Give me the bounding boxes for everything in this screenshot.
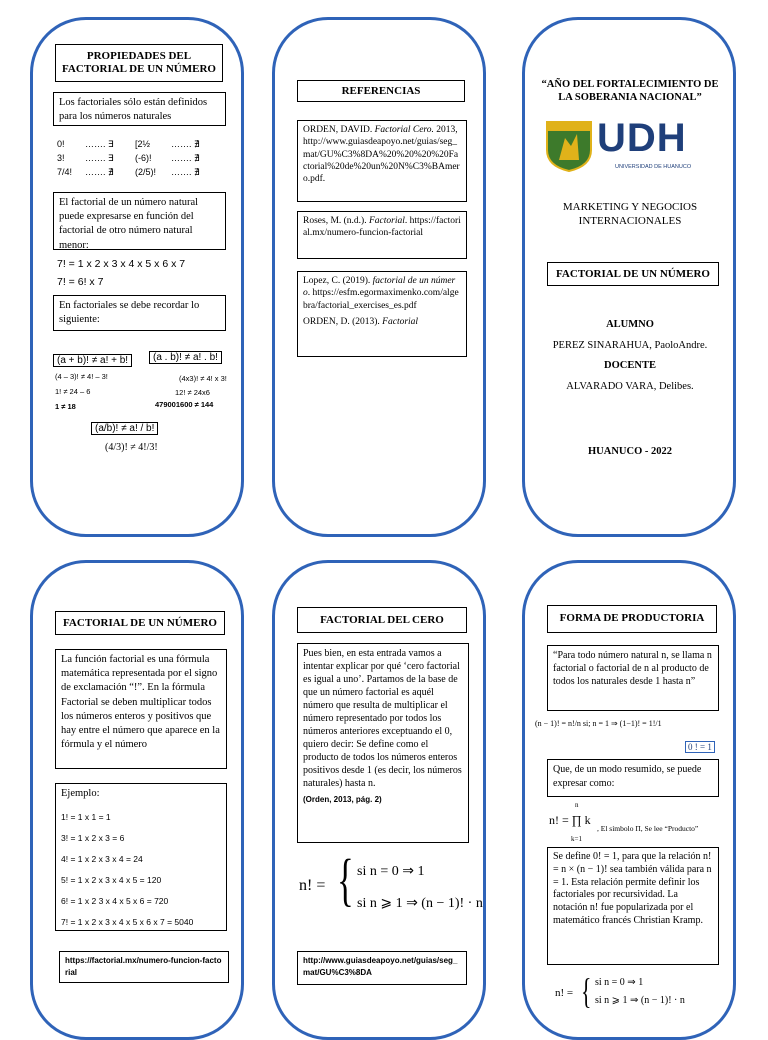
product-title-text: FORMA DE PRODUCTORIA	[559, 612, 705, 624]
ref3-title: factorial de un número	[303, 276, 456, 299]
example-item: 1! = 1 x 1 = 1	[61, 812, 111, 823]
example-item: 7! = 1 x 2 x 3 x 4 x 5 x 6 x 7 = 5040	[61, 917, 194, 928]
rule-example-1: (4 – 3)! ≠ 4! – 3!	[55, 372, 108, 381]
cell: ……. ∄	[171, 167, 200, 177]
panel-cover	[522, 17, 736, 537]
reference-2	[297, 211, 467, 259]
definition-title	[55, 611, 225, 635]
ref2-link[interactable]: . https://factorial.mx/numero-funcion-factorial	[303, 216, 461, 239]
product-p2	[547, 759, 719, 797]
rule-example-5: 12! ≠ 24x6	[175, 388, 210, 397]
cell: 3!	[57, 153, 65, 163]
properties-p1	[53, 92, 226, 126]
panel-properties	[30, 17, 244, 537]
alumno-label: ALUMNO	[606, 319, 654, 330]
definition-link-text[interactable]: https://factorial.mx/numero-funcion-factorial	[65, 956, 222, 977]
formula-case-1: si n = 0 ⇒ 1	[595, 977, 644, 988]
formula-case-2: si n ⩾ 1 ⇒ (n − 1)! · n	[595, 995, 685, 1006]
rule-example-2: 1! ≠ 24 – 6	[55, 387, 91, 396]
formula-case-2: si n ⩾ 1 ⇒ (n − 1)! · n	[357, 896, 483, 911]
cover-title	[547, 262, 719, 286]
cell: ……. ∃	[85, 153, 114, 163]
definition-title-text: FACTORIAL DE UN NÚMERO	[63, 617, 217, 629]
ref1-title: Factorial Cero.	[374, 125, 434, 135]
zero-text	[297, 643, 469, 843]
product-note: , El símbolo Π, Se lee “Producto”	[597, 824, 699, 833]
equation-2: 7! = 6! x 7	[57, 276, 104, 288]
rule-division-box: (a/b)! ≠ a! / b!	[91, 422, 158, 435]
example-item: 4! = 1 x 2 x 3 x 4 = 24	[61, 854, 143, 865]
rule-division	[91, 418, 158, 436]
zero-title	[297, 607, 467, 633]
udh-logo	[545, 116, 721, 176]
cell: ……. ∃	[85, 139, 114, 149]
zero-link[interactable]	[297, 951, 467, 985]
docente-name: ALVARADO VARA, Delibes.	[566, 381, 694, 392]
existence-table	[57, 137, 237, 179]
ref3-author: Lopez, C. (2019).	[303, 276, 373, 286]
ref1-author: ORDEN, DAVID.	[303, 125, 375, 135]
product-upper-bound: n	[575, 801, 579, 809]
zero-citation: (Orden, 2013, pág. 2)	[303, 795, 382, 804]
logo-text: UDH	[597, 116, 687, 160]
cell: 7/4!	[57, 167, 73, 177]
example-item: 3! = 1 x 2 x 3 = 6	[61, 833, 125, 844]
cell: 0!	[57, 139, 65, 149]
rule-product-box: (a . b)! ≠ a! . b!	[149, 351, 222, 364]
formula-case-1: si n = 0 ⇒ 1	[357, 864, 425, 879]
shield-icon	[545, 120, 593, 172]
rule-example-7: (4/3)! ≠ 4!/3!	[105, 442, 158, 453]
properties-title	[55, 44, 223, 82]
properties-p3	[53, 295, 226, 331]
rule-example-4: (4x3)! ≠ 4! x 3!	[179, 374, 227, 383]
references-title-text: REFERENCIAS	[341, 85, 421, 97]
product-title	[547, 605, 717, 633]
cell: (2/5)!	[135, 167, 157, 177]
ref4-author: ORDEN, D. (2013).	[303, 317, 383, 328]
product-expression: n! = ∏ k	[549, 813, 591, 827]
existence-row	[57, 151, 237, 165]
formula-lhs: n! =	[299, 877, 326, 894]
recursive-formula	[555, 971, 725, 1015]
product-formula	[545, 801, 735, 845]
equation-1: 7! = 1 x 2 x 3 x 4 x 5 x 6 x 7	[57, 258, 186, 270]
properties-title-text: PROPIEDADES DEL FACTORIAL DE UN NÚMERO	[62, 50, 216, 76]
zero-result	[685, 741, 715, 753]
reference-1	[297, 120, 467, 202]
properties-p2-text: El factorial de un número natural puede expresarse en función del factorial de otro número natural menor:	[59, 197, 199, 251]
properties-p2	[53, 192, 226, 250]
references-title	[297, 80, 465, 102]
piecewise-formula	[299, 847, 483, 925]
ref2-title: Factorial	[368, 216, 405, 226]
reference-3	[297, 271, 467, 357]
panel-references	[272, 17, 486, 537]
formula-lhs: n! =	[555, 987, 574, 999]
cell: [2½	[135, 139, 151, 149]
ref4-title: Factorial	[382, 317, 419, 328]
definition-link[interactable]	[59, 951, 229, 983]
brace-icon: {	[581, 971, 592, 1011]
product-p2-text: Que, de un modo resumido, se puede expresar como:	[553, 764, 702, 789]
properties-p1-text: Los factoriales sólo están definidos para los números naturales	[59, 97, 208, 123]
example-item: 6! = 1 x 2 3 x 4 x 5 x 6 = 720	[61, 896, 169, 907]
panel-factorial-zero	[272, 560, 486, 1040]
cover-place: HUANUCO - 2022	[588, 446, 672, 457]
product-lower-bound: k=1	[571, 835, 582, 843]
formula-zero-derivation: (n − 1)! = n!/n si; n = 1 ⇒ (1−1)! = 1!/1	[535, 719, 662, 728]
docente-label: DOCENTE	[604, 360, 656, 371]
panel-product-form	[522, 560, 736, 1040]
logo-subtitle: UNIVERSIDAD DE HUANUCO	[615, 164, 692, 170]
zero-text-body: Pues bien, en esta entrada vamos a intentar explicar por qué ‘cero factorial es igual a uno’. Partamos de la base de que un número factorial es aquél número que resulta de multiplicar el número representado por todos los números anteriores exceptuando el 0, quiero decir: Se define como el producto de todos los números enteros positivos desde 1 (es decir, los números naturales) hasta n.	[303, 648, 462, 789]
cover-career: MARKETING Y NEGOCIOS INTERNACIONALES	[562, 201, 698, 228]
cover-motto: “AÑO DEL FORTALECIMIENTO DE LA SOBERANIA NACIONAL”	[541, 79, 719, 104]
zero-title-text: FACTORIAL DEL CERO	[320, 614, 444, 626]
product-quote	[547, 645, 719, 711]
existence-row	[57, 137, 237, 151]
definition-text-body: La función factorial es una fórmula matemática representada por el signo de exclamación “!”. En la fórmula Factorial se deben multiplicar todos los números enteros y positivos que hay entre el número que aparece en la fórmula y el número	[61, 654, 220, 751]
rule-product	[149, 347, 222, 365]
rule-example-3: 1 ≠ 18	[55, 402, 76, 411]
cell: ……. ∄	[171, 153, 200, 163]
ref2-author: Roses, M. (n.d.).	[303, 216, 369, 226]
cover-title-text: FACTORIAL DE UN NÚMERO	[556, 268, 710, 280]
examples-label: Ejemplo:	[61, 788, 100, 799]
panel-factorial-definition	[30, 560, 244, 1040]
product-p3	[547, 847, 719, 965]
examples-box	[55, 783, 227, 931]
ref1-link[interactable]: 2013, http://www.guiasdeapoyo.net/guias/seg_mat/GU%C3%8DA%20%20%20%20Factorial%20de%20un%20N%C3%BAmero.pdf.	[303, 125, 460, 185]
brace-icon: {	[337, 847, 354, 912]
cell: ……. ∄	[85, 167, 114, 177]
zero-link-text[interactable]: http://www.guiasdeapoyo.net/guias/seg_mat/GU%C3%8DA	[303, 956, 458, 977]
properties-p3-text: En factoriales se debe recordar lo siguiente:	[59, 300, 200, 326]
existence-row	[57, 165, 237, 179]
rule-sum-box: (a + b)! ≠ a! + b!	[53, 354, 132, 367]
alumno-name: PEREZ SINARAHUA, PaoloAndre.	[552, 340, 708, 351]
rule-example-6: 479001600 ≠ 144	[155, 400, 214, 409]
product-quote-text: “Para todo número natural n, se llama n factorial o factorial de n al producto de todos los naturales desde 1 hasta n”	[553, 650, 712, 687]
rule-sum	[53, 350, 132, 368]
examples-list	[61, 807, 221, 933]
example-item: 5! = 1 x 2 x 3 x 4 x 5 = 120	[61, 875, 162, 886]
cell: (-6)!	[135, 153, 152, 163]
cell: ……. ∄	[171, 139, 200, 149]
definition-text	[55, 649, 227, 769]
product-p3-text: Se define 0! = 1, para que la relación n! = n × (n − 1)! sea también válida para n = 1. Esta relación permite definir los factoriales por recursividad. La notación n! fue popularizada por el matemático francés Christian Kramp.	[553, 851, 712, 926]
zero-result-text: 0 ! = 1	[688, 742, 712, 752]
ref3-link[interactable]: . https://esfm.egormaximenko.com/algebra/factorial_exercises_es.pdf	[303, 288, 459, 311]
